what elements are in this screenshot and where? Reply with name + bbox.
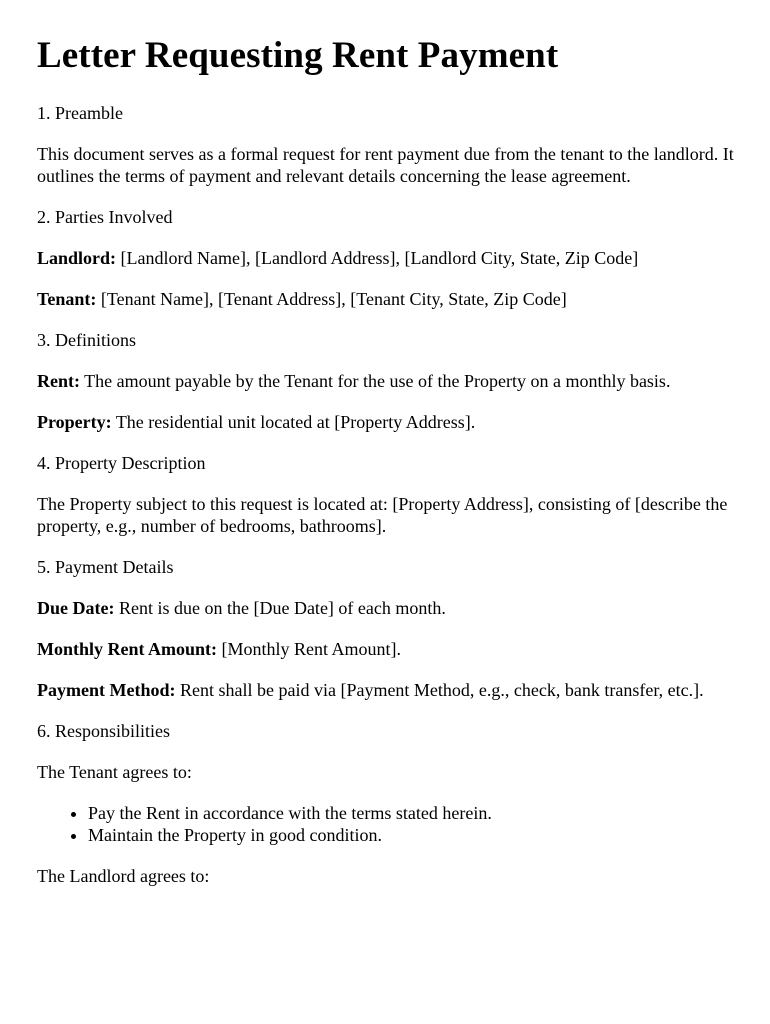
- rent-amount-text: [Monthly Rent Amount].: [217, 639, 402, 659]
- rent-definition: [37, 370, 737, 392]
- tenant-line: [37, 288, 737, 310]
- preamble-text: This document serves as a formal request for rent payment due from the tenant to the landlord. It outlines the terms of payment and relevant details concerning the lease agreement.: [37, 144, 734, 186]
- landlord-details: [Landlord Name], [Landlord Address], [Landlord City, State, Zip Code]: [116, 248, 639, 268]
- due-date-text: Rent is due on the [Due Date] of each month.: [114, 598, 446, 618]
- section-heading-property-description: 4. Property Description: [37, 453, 206, 473]
- property-label: Property:: [37, 412, 112, 432]
- landlord-line: [37, 247, 737, 269]
- payment-method-label: Payment Method:: [37, 680, 176, 700]
- document-title: Letter Requesting Rent Payment: [37, 35, 559, 76]
- section-heading-responsibilities: 6. Responsibilities: [37, 721, 171, 741]
- section-heading-parties: 2. Parties Involved: [37, 207, 173, 227]
- rent-label: Rent:: [37, 371, 80, 391]
- tenant-responsibilities-list: [37, 802, 737, 846]
- landlord-label: Landlord:: [37, 248, 117, 268]
- property-definition-text: The residential unit located at [Property Address].: [111, 412, 476, 432]
- section-heading-preamble: 1. Preamble: [37, 103, 123, 123]
- payment-method-text: Rent shall be paid via [Payment Method, e.g., check, bank transfer, etc.].: [175, 680, 704, 700]
- landlord-agrees-intro: The Landlord agrees to:: [37, 866, 210, 886]
- rent-definition-text: The amount payable by the Tenant for the use of the Property on a monthly basis.: [80, 371, 671, 391]
- document-page: [37, 0, 737, 887]
- section-heading-definitions: 3. Definitions: [37, 330, 136, 350]
- section-heading-payment-details: 5. Payment Details: [37, 557, 174, 577]
- rent-amount-line: [37, 638, 737, 660]
- due-date-line: [37, 597, 737, 619]
- tenant-label: Tenant:: [37, 289, 97, 309]
- tenant-details: [Tenant Name], [Tenant Address], [Tenant City, State, Zip Code]: [96, 289, 567, 309]
- list-item: • Maintain the Property in good condition.: [88, 824, 737, 846]
- rent-amount-label: Monthly Rent Amount:: [37, 639, 218, 659]
- property-definition: [37, 411, 737, 433]
- list-item: • Pay the Rent in accordance with the terms stated herein.: [88, 802, 737, 824]
- payment-method-line: [37, 679, 737, 701]
- due-date-label: Due Date:: [37, 598, 115, 618]
- tenant-agrees-intro: The Tenant agrees to:: [37, 762, 192, 782]
- property-description-text: The Property subject to this request is located at: [Property Address], consisting of [describe the property, e.g., number of bedrooms, bathrooms].: [37, 494, 728, 536]
